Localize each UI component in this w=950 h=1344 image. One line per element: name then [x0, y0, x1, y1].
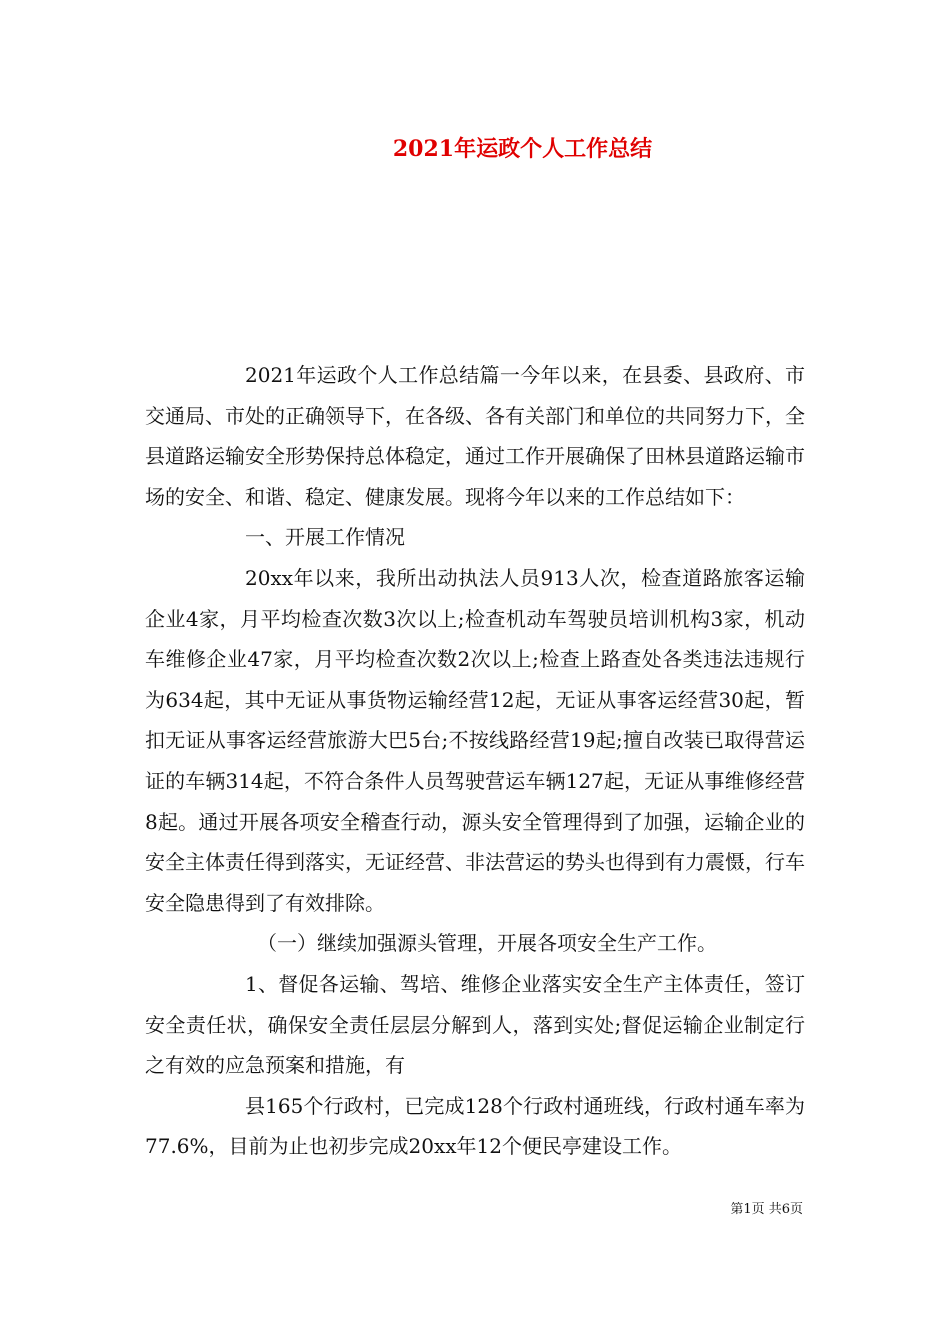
subsection-heading-source-management: （一）继续加强源头管理，开展各项安全生产工作。 — [257, 931, 717, 956]
page-number-footer: 第1页 共6页 — [730, 1202, 803, 1217]
paragraph-village-coverage: 县165个行政村，已完成128个行政村通班线，行政村通车率为77.6%，目前为止也初步完成20xx年12个便民亭建设工作。 — [145, 1093, 805, 1159]
document-body — [145, 355, 805, 1167]
paragraph-statistics: 20xx年以来，我所出动执法人员913人次，检查道路旅客运输企业4家，月平均检查次数3次以上;检查机动车驾驶员培训机构3家，机动车维修企业47家，月平均检查次数2次以上;检查上路查处各类违法违规行为634起，其中无证从事货物运输经营12起，无证从事客运经营30起，暂扣无证从事客运经营旅游大巴5台;不按线路经营19起;擅自改装已取得营运证的车辆314起，不符合条件人员驾驶营运车辆127起，无证从事维修经营8起。通过开展各项安全稽查行动，源头安全管理得到了加强，运输企业的安全主体责任得到落实，无证经营、非法营运的势头也得到有力震慑，行车安全隐患得到了有效排除。 — [145, 565, 805, 915]
paragraph-item-1: 1、督促各运输、驾培、维修企业落实安全生产主体责任，签订安全责任状，确保安全责任层层分解到人，落到实处;督促运输企业制定行之有效的应急预案和措施，有 — [145, 971, 805, 1078]
section-heading-work-status: 一、开展工作情况 — [245, 525, 405, 550]
document-title: 2021年运政个人工作总结 — [392, 136, 653, 162]
paragraph-intro: 2021年运政个人工作总结篇一今年以来，在县委、县政府、市交通局、市处的正确领导下，在各级、各有关部门和单位的共同努力下，全县道路运输安全形势保持总体稳定，通过工作开展确保了田林县道路运输市场的安全、和谐、稳定、健康发展。现将今年以来的工作总结如下： — [145, 363, 805, 509]
